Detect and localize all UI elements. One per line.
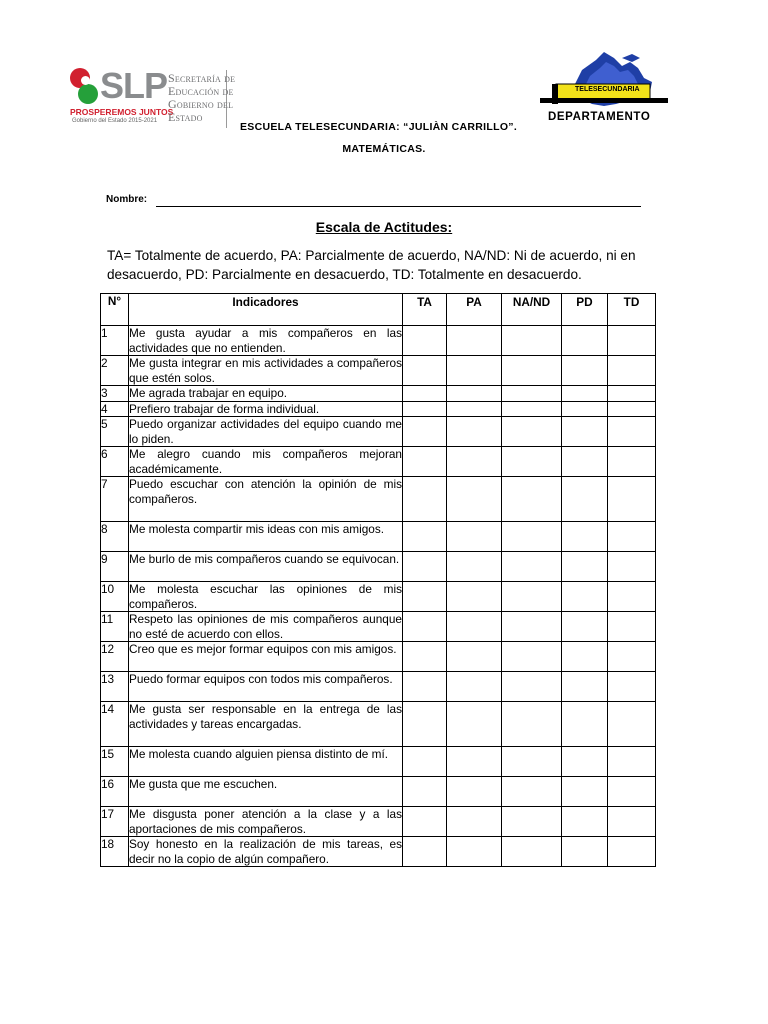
indicator-text: Soy honesto en la realización de mis tareas, es decir no la copio de algún compañero. bbox=[129, 837, 402, 866]
row-number: 8 bbox=[101, 522, 129, 552]
answer-cell-pd[interactable] bbox=[562, 747, 608, 777]
answer-cell-pd[interactable] bbox=[562, 326, 608, 356]
answer-cell-pa[interactable] bbox=[447, 642, 502, 672]
scale-legend: TA= Totalmente de acuerdo, PA: Parcialmente de acuerdo, NA/ND: Ni de acuerdo, ni en desacuerdo, PD: Parcialmente en desacuerdo, TD: Totalmente en desacuerdo. bbox=[107, 248, 636, 282]
answer-cell-ta[interactable] bbox=[403, 777, 447, 807]
answer-cell-pa[interactable] bbox=[447, 447, 502, 477]
row-number: 2 bbox=[101, 356, 129, 386]
table-header-row bbox=[101, 294, 656, 326]
answer-cell-pa[interactable] bbox=[447, 777, 502, 807]
indicator-text: Me molesta compartir mis ideas con mis amigos. bbox=[129, 522, 403, 552]
answer-cell-td[interactable] bbox=[608, 552, 656, 582]
answer-cell-pd[interactable] bbox=[562, 612, 608, 642]
indicator-text: Me gusta ayudar a mis compañeros en las actividades que no entienden. bbox=[129, 326, 402, 355]
slp-period: Gobierno del Estado 2015-2021 bbox=[72, 118, 158, 124]
table-row bbox=[101, 837, 656, 867]
indicator-text: Puedo organizar actividades del equipo cuando me lo piden. bbox=[129, 417, 402, 446]
row-number: 12 bbox=[101, 642, 129, 672]
name-field[interactable] bbox=[156, 206, 641, 207]
table-row bbox=[101, 386, 656, 402]
answer-cell-ta[interactable] bbox=[403, 582, 447, 612]
answer-cell-td[interactable] bbox=[608, 642, 656, 672]
answer-cell-td[interactable] bbox=[608, 837, 656, 867]
answer-cell-na-nd[interactable] bbox=[502, 807, 562, 837]
school-title: ESCUELA TELESECUNDARIA: “JULIÀN CARRILLO”. bbox=[240, 121, 518, 133]
answer-cell-ta[interactable] bbox=[403, 401, 447, 417]
answer-cell-td[interactable] bbox=[608, 477, 656, 522]
slp-letters: SLP bbox=[100, 65, 168, 106]
answer-cell-pd[interactable] bbox=[562, 477, 608, 522]
answer-cell-pd[interactable] bbox=[562, 672, 608, 702]
table-row bbox=[101, 447, 656, 477]
subject-title: MATEMÁTICAS. bbox=[342, 143, 426, 155]
answer-cell-td[interactable] bbox=[608, 401, 656, 417]
row-number: 16 bbox=[101, 777, 129, 807]
slp-motto: PROSPEREMOS JUNTOS bbox=[70, 107, 174, 117]
indicator-text: Puedo escuchar con atención la opinión de mis compañeros. bbox=[129, 477, 403, 522]
indicator-text: Me gusta ser responsable en la entrega de las actividades y tareas encargadas. bbox=[129, 702, 403, 747]
answer-cell-td[interactable] bbox=[608, 447, 656, 477]
answer-cell-na-nd[interactable] bbox=[502, 702, 562, 747]
answer-cell-pd[interactable] bbox=[562, 417, 608, 447]
answer-cell-na-nd[interactable] bbox=[502, 522, 562, 552]
answer-cell-ta[interactable] bbox=[403, 386, 447, 402]
table-row bbox=[101, 807, 656, 837]
table-row bbox=[101, 552, 656, 582]
answer-cell-na-nd[interactable] bbox=[502, 401, 562, 417]
indicator-text: Me agrada trabajar en equipo. bbox=[129, 386, 403, 402]
row-number: 18 bbox=[101, 837, 129, 867]
answer-cell-na-nd[interactable] bbox=[502, 642, 562, 672]
answer-cell-ta[interactable] bbox=[403, 477, 447, 522]
table-row bbox=[101, 642, 656, 672]
table-row bbox=[101, 702, 656, 747]
name-label: Nombre: bbox=[106, 194, 148, 205]
answer-cell-ta[interactable] bbox=[403, 417, 447, 447]
row-number: 6 bbox=[101, 447, 129, 477]
answer-cell-ta[interactable] bbox=[403, 747, 447, 777]
table-row bbox=[101, 477, 656, 522]
table-row bbox=[101, 401, 656, 417]
table-row bbox=[101, 522, 656, 552]
indicator-text: Puedo formar equipos con todos mis compañeros. bbox=[129, 672, 403, 702]
answer-cell-ta[interactable] bbox=[403, 447, 447, 477]
table-row bbox=[101, 612, 656, 642]
answer-cell-pa[interactable] bbox=[447, 522, 502, 552]
answer-cell-ta[interactable] bbox=[403, 612, 447, 642]
row-number: 9 bbox=[101, 552, 129, 582]
slp-green-circle-icon bbox=[78, 84, 98, 104]
answer-cell-pa[interactable] bbox=[447, 417, 502, 447]
answer-cell-pd[interactable] bbox=[562, 702, 608, 747]
answer-cell-na-nd[interactable] bbox=[502, 672, 562, 702]
answer-cell-ta[interactable] bbox=[403, 642, 447, 672]
answer-cell-td[interactable] bbox=[608, 612, 656, 642]
answer-cell-ta[interactable] bbox=[403, 522, 447, 552]
answer-cell-na-nd[interactable] bbox=[502, 777, 562, 807]
answer-cell-na-nd[interactable] bbox=[502, 747, 562, 777]
answer-cell-na-nd[interactable] bbox=[502, 612, 562, 642]
answer-cell-na-nd[interactable] bbox=[502, 582, 562, 612]
answer-cell-td[interactable] bbox=[608, 417, 656, 447]
table-row bbox=[101, 326, 656, 356]
answer-cell-td[interactable] bbox=[608, 702, 656, 747]
answer-cell-na-nd[interactable] bbox=[502, 356, 562, 386]
row-number: 11 bbox=[101, 612, 129, 642]
header-na-nd: NA/ND bbox=[502, 294, 562, 326]
indicator-text: Me molesta escuchar las opiniones de mis compañeros. bbox=[129, 582, 402, 611]
answer-cell-pa[interactable] bbox=[447, 401, 502, 417]
answer-cell-pa[interactable] bbox=[447, 807, 502, 837]
answer-cell-na-nd[interactable] bbox=[502, 447, 562, 477]
answer-cell-pa[interactable] bbox=[447, 612, 502, 642]
answer-cell-na-nd[interactable] bbox=[502, 837, 562, 867]
table-row bbox=[101, 777, 656, 807]
answer-cell-pa[interactable] bbox=[447, 672, 502, 702]
indicator-text: Prefiero trabajar de forma individual. bbox=[129, 401, 403, 417]
answer-cell-td[interactable] bbox=[608, 522, 656, 552]
answer-cell-pa[interactable] bbox=[447, 477, 502, 522]
table-row bbox=[101, 747, 656, 777]
answer-cell-pd[interactable] bbox=[562, 552, 608, 582]
row-number: 13 bbox=[101, 672, 129, 702]
secretaria-label: Secretaría de Educación de Gobierno del Estado bbox=[168, 71, 236, 124]
answer-cell-pd[interactable] bbox=[562, 807, 608, 837]
indicator-text: Me gusta integrar en mis actividades a compañeros que estén solos. bbox=[129, 356, 402, 385]
table-row bbox=[101, 417, 656, 447]
answer-cell-na-nd[interactable] bbox=[502, 552, 562, 582]
answer-cell-pa[interactable] bbox=[447, 702, 502, 747]
answer-cell-ta[interactable] bbox=[403, 702, 447, 747]
row-number: 17 bbox=[101, 807, 129, 837]
answer-cell-td[interactable] bbox=[608, 386, 656, 402]
row-number: 14 bbox=[101, 702, 129, 747]
answer-cell-td[interactable] bbox=[608, 672, 656, 702]
indicator-text: Me molesta cuando alguien piensa distinto de mí. bbox=[129, 747, 403, 777]
row-number: 7 bbox=[101, 477, 129, 522]
answer-cell-pa[interactable] bbox=[447, 552, 502, 582]
answer-cell-td[interactable] bbox=[608, 747, 656, 777]
answer-cell-ta[interactable] bbox=[403, 837, 447, 867]
row-number: 15 bbox=[101, 747, 129, 777]
answer-cell-pd[interactable] bbox=[562, 447, 608, 477]
header-ta: TA bbox=[403, 294, 447, 326]
answer-cell-pd[interactable] bbox=[562, 386, 608, 402]
row-number: 1 bbox=[101, 326, 129, 356]
answer-cell-pd[interactable] bbox=[562, 642, 608, 672]
answer-cell-pd[interactable] bbox=[562, 777, 608, 807]
table-row bbox=[101, 582, 656, 612]
answer-cell-pa[interactable] bbox=[447, 837, 502, 867]
answer-cell-ta[interactable] bbox=[403, 807, 447, 837]
answer-cell-pa[interactable] bbox=[447, 582, 502, 612]
header-td: TD bbox=[608, 294, 656, 326]
answer-cell-td[interactable] bbox=[608, 582, 656, 612]
header-pd: PD bbox=[562, 294, 608, 326]
scale-title: Escala de Actitudes: bbox=[315, 219, 453, 235]
telesecundaria-banner: TELESECUNDARIA bbox=[575, 86, 640, 93]
answer-cell-na-nd[interactable] bbox=[502, 386, 562, 402]
indicator-text: Me disgusta poner atención a la clase y a las aportaciones de mis compañeros. bbox=[129, 807, 402, 836]
answer-cell-ta[interactable] bbox=[403, 552, 447, 582]
header-indicadores: Indicadores bbox=[129, 294, 403, 326]
answer-cell-pa[interactable] bbox=[447, 356, 502, 386]
table-row bbox=[101, 356, 656, 386]
answer-cell-pa[interactable] bbox=[447, 326, 502, 356]
row-number: 5 bbox=[101, 417, 129, 447]
table-body bbox=[101, 326, 656, 867]
indicator-text: Me gusta que me escuchen. bbox=[129, 777, 403, 807]
indicator-text: Me burlo de mis compañeros cuando se equivocan. bbox=[129, 552, 403, 582]
row-number: 3 bbox=[101, 386, 129, 402]
table-row bbox=[101, 672, 656, 702]
row-number: 10 bbox=[101, 582, 129, 612]
row-number: 4 bbox=[101, 401, 129, 417]
answer-cell-na-nd[interactable] bbox=[502, 477, 562, 522]
answer-cell-pd[interactable] bbox=[562, 582, 608, 612]
answer-cell-na-nd[interactable] bbox=[502, 417, 562, 447]
header-number: N° bbox=[101, 294, 129, 326]
answer-cell-na-nd[interactable] bbox=[502, 326, 562, 356]
answer-cell-pd[interactable] bbox=[562, 356, 608, 386]
attitude-scale-table bbox=[100, 293, 656, 867]
answer-cell-pa[interactable] bbox=[447, 747, 502, 777]
answer-cell-pd[interactable] bbox=[562, 401, 608, 417]
answer-cell-ta[interactable] bbox=[403, 356, 447, 386]
answer-cell-pd[interactable] bbox=[562, 522, 608, 552]
answer-cell-pa[interactable] bbox=[447, 386, 502, 402]
department-label: DEPARTAMENTO bbox=[548, 111, 651, 123]
answer-cell-td[interactable] bbox=[608, 807, 656, 837]
answer-cell-ta[interactable] bbox=[403, 326, 447, 356]
answer-cell-pd[interactable] bbox=[562, 837, 608, 867]
indicator-text: Me alegro cuando mis compañeros mejoran académicamente. bbox=[129, 447, 402, 476]
indicator-text: Creo que es mejor formar equipos con mis amigos. bbox=[129, 642, 403, 672]
header-pa: PA bbox=[447, 294, 502, 326]
answer-cell-td[interactable] bbox=[608, 326, 656, 356]
answer-cell-td[interactable] bbox=[608, 356, 656, 386]
answer-cell-td[interactable] bbox=[608, 777, 656, 807]
indicator-text: Respeto las opiniones de mis compañeros aunque no esté de acuerdo con ellos. bbox=[129, 612, 402, 641]
answer-cell-ta[interactable] bbox=[403, 672, 447, 702]
